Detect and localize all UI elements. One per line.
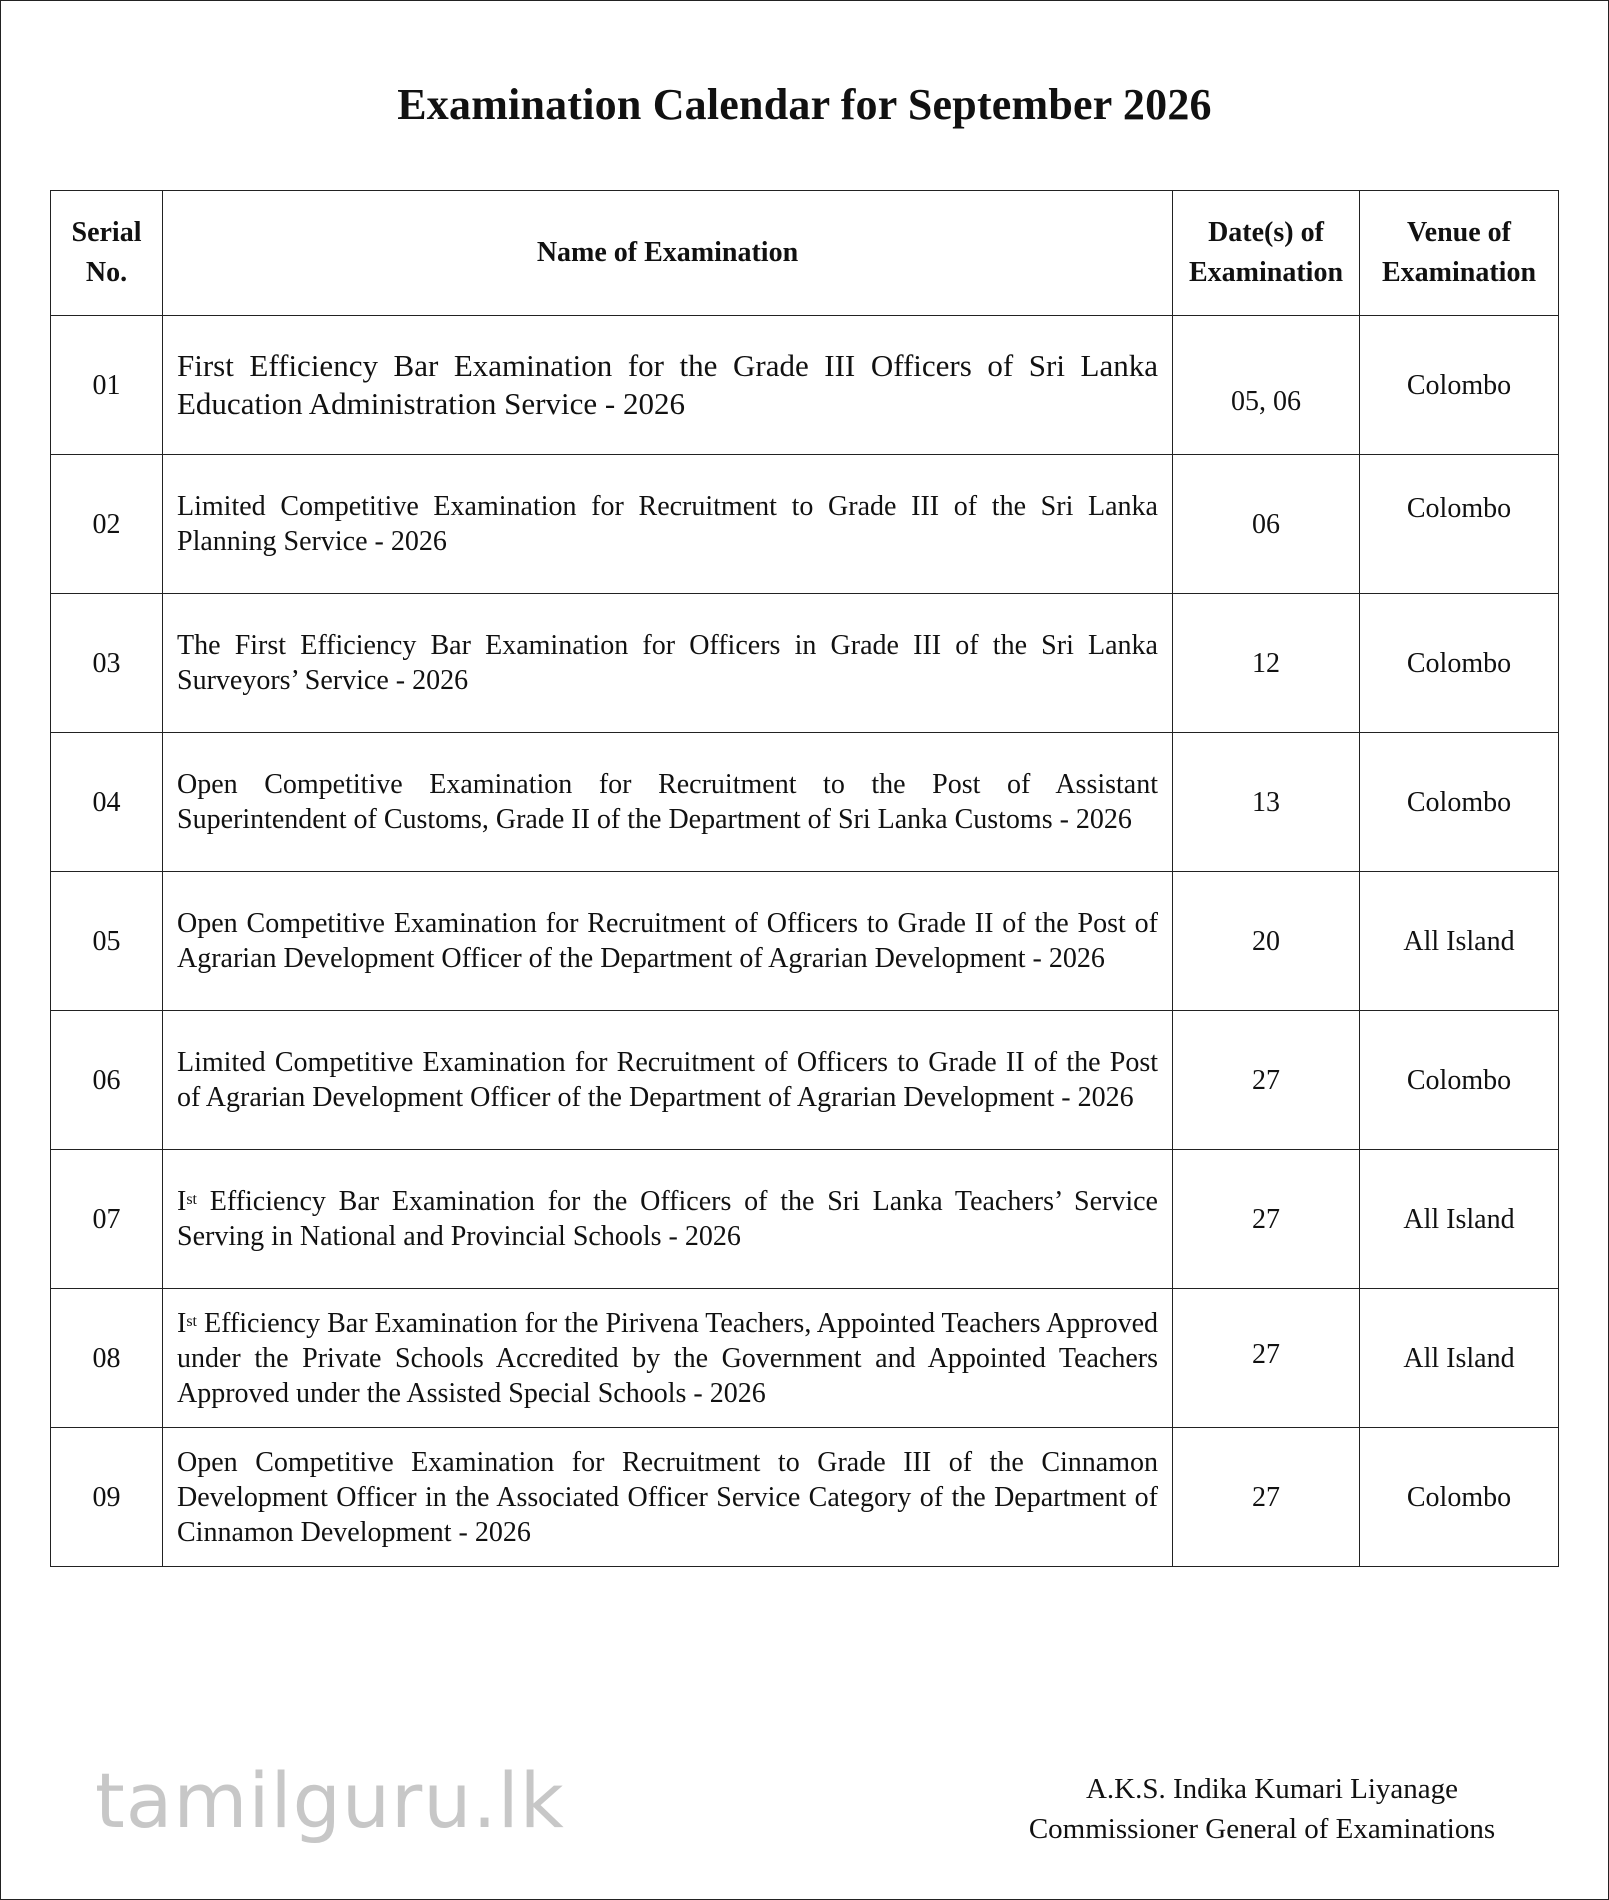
exam-date-cell: 27 — [1173, 1150, 1360, 1289]
exam-date-cell — [1173, 1289, 1360, 1428]
examination-calendar-table — [50, 190, 1559, 1567]
exam-date-text: 05, 06 — [1231, 385, 1301, 417]
serial-cell: 04 — [51, 733, 163, 872]
ordinal-superscript: st — [186, 1191, 197, 1208]
signatory-name: A.K.S. Indika Kumari Liyanage — [1085, 1773, 1459, 1805]
exam-name-text: Efficiency Bar Examination for the Pirivena Teachers, Appointed Teachers Approved under the Private Schools Accredited by the Government and Appointed Teachers Approved under the Assisted Special Schools - 2026 — [177, 1307, 1158, 1409]
header-dates-of-examination: Date(s) of Examination — [1173, 191, 1360, 316]
exam-venue-cell: All Island — [1360, 872, 1559, 1011]
exam-date-cell — [1173, 316, 1360, 455]
exam-venue-cell: Colombo — [1360, 1428, 1559, 1567]
exam-name-cell: The First Efficiency Bar Examination for Officers in Grade III of the Sri Lanka Surveyors’ Service - 2026 — [163, 594, 1173, 733]
exam-date-cell: 06 — [1173, 455, 1360, 594]
exam-venue-cell — [1360, 455, 1559, 594]
table-header-row — [51, 191, 1559, 316]
ordinal-prefix: I — [177, 1186, 187, 1217]
header-name-of-examination: Name of Examination — [163, 191, 1173, 316]
table-row — [51, 316, 1559, 455]
exam-date-cell: 27 — [1173, 1428, 1360, 1567]
exam-venue-cell: Colombo — [1360, 1011, 1559, 1150]
exam-name-cell: Limited Competitive Examination for Recruitment to Grade III of the Sri Lanka Planning Service - 2026 — [163, 455, 1173, 594]
exam-name-cell: Open Competitive Examination for Recruitment to the Post of Assistant Superintendent of Customs, Grade II of the Department of Sri Lanka Customs - 2026 — [163, 733, 1173, 872]
exam-date-cell: 20 — [1173, 872, 1360, 1011]
signatory-title: Commissioner General of Examinations — [1028, 1813, 1496, 1845]
exam-venue-cell: All Island — [1360, 1289, 1559, 1428]
serial-cell: 02 — [51, 455, 163, 594]
exam-date-cell: 12 — [1173, 594, 1360, 733]
table-row — [51, 594, 1559, 733]
table-row — [51, 1289, 1559, 1428]
exam-venue-cell: All Island — [1360, 1150, 1559, 1289]
exam-venue-cell: Colombo — [1360, 733, 1559, 872]
exam-venue-cell: Colombo — [1360, 316, 1559, 455]
exam-venue-cell: Colombo — [1360, 594, 1559, 733]
exam-name-cell — [163, 1150, 1173, 1289]
exam-name-cell: Open Competitive Examination for Recruitment of Officers to Grade II of the Post of Agrarian Development Officer of the Department of Agrarian Development - 2026 — [163, 872, 1173, 1011]
exam-date-cell: 27 — [1173, 1011, 1360, 1150]
serial-cell: 05 — [51, 872, 163, 1011]
ordinal-prefix: I — [177, 1307, 187, 1339]
serial-cell: 01 — [51, 316, 163, 455]
signature-block — [982, 1769, 1542, 1849]
table-row — [51, 1428, 1559, 1567]
table-row — [51, 455, 1559, 594]
page-title: Examination Calendar for September 2026 — [397, 80, 1212, 129]
table-row — [51, 733, 1559, 872]
serial-cell: 08 — [51, 1289, 163, 1428]
header-serial-no: Serial No. — [51, 191, 163, 316]
exam-name-cell: Limited Competitive Examination for Recruitment of Officers to Grade II of the Post of Agrarian Development Officer of the Department of Agrarian Development - 2026 — [163, 1011, 1173, 1150]
exam-date-cell: 13 — [1173, 733, 1360, 872]
exam-name-text: Efficiency Bar Examination for the Officers of the Sri Lanka Teachers’ Service Serving in National and Provincial Schools - 2026 — [177, 1186, 1158, 1252]
watermark-text: tamilguru.lk — [95, 1756, 565, 1845]
exam-name-cell: Open Competitive Examination for Recruitment to Grade III of the Cinnamon Development Officer in the Associated Officer Service Category of the Department of Cinnamon Development - 2026 — [163, 1428, 1173, 1567]
serial-cell: 06 — [51, 1011, 163, 1150]
serial-cell: 07 — [51, 1150, 163, 1289]
table-row — [51, 872, 1559, 1011]
ordinal-superscript: st — [186, 1312, 197, 1330]
table-row — [51, 1150, 1559, 1289]
exam-name-cell: First Efficiency Bar Examination for the Grade III Officers of Sri Lanka Education Administration Service - 2026 — [163, 316, 1173, 455]
exam-venue-text: Colombo — [1406, 492, 1512, 524]
serial-cell: 09 — [51, 1428, 163, 1567]
header-venue-of-examination: Venue of Examination — [1360, 191, 1559, 316]
exam-date-text: 27 — [1252, 1338, 1280, 1370]
exam-name-cell — [163, 1289, 1173, 1428]
serial-cell: 03 — [51, 594, 163, 733]
table-row — [51, 1011, 1559, 1150]
